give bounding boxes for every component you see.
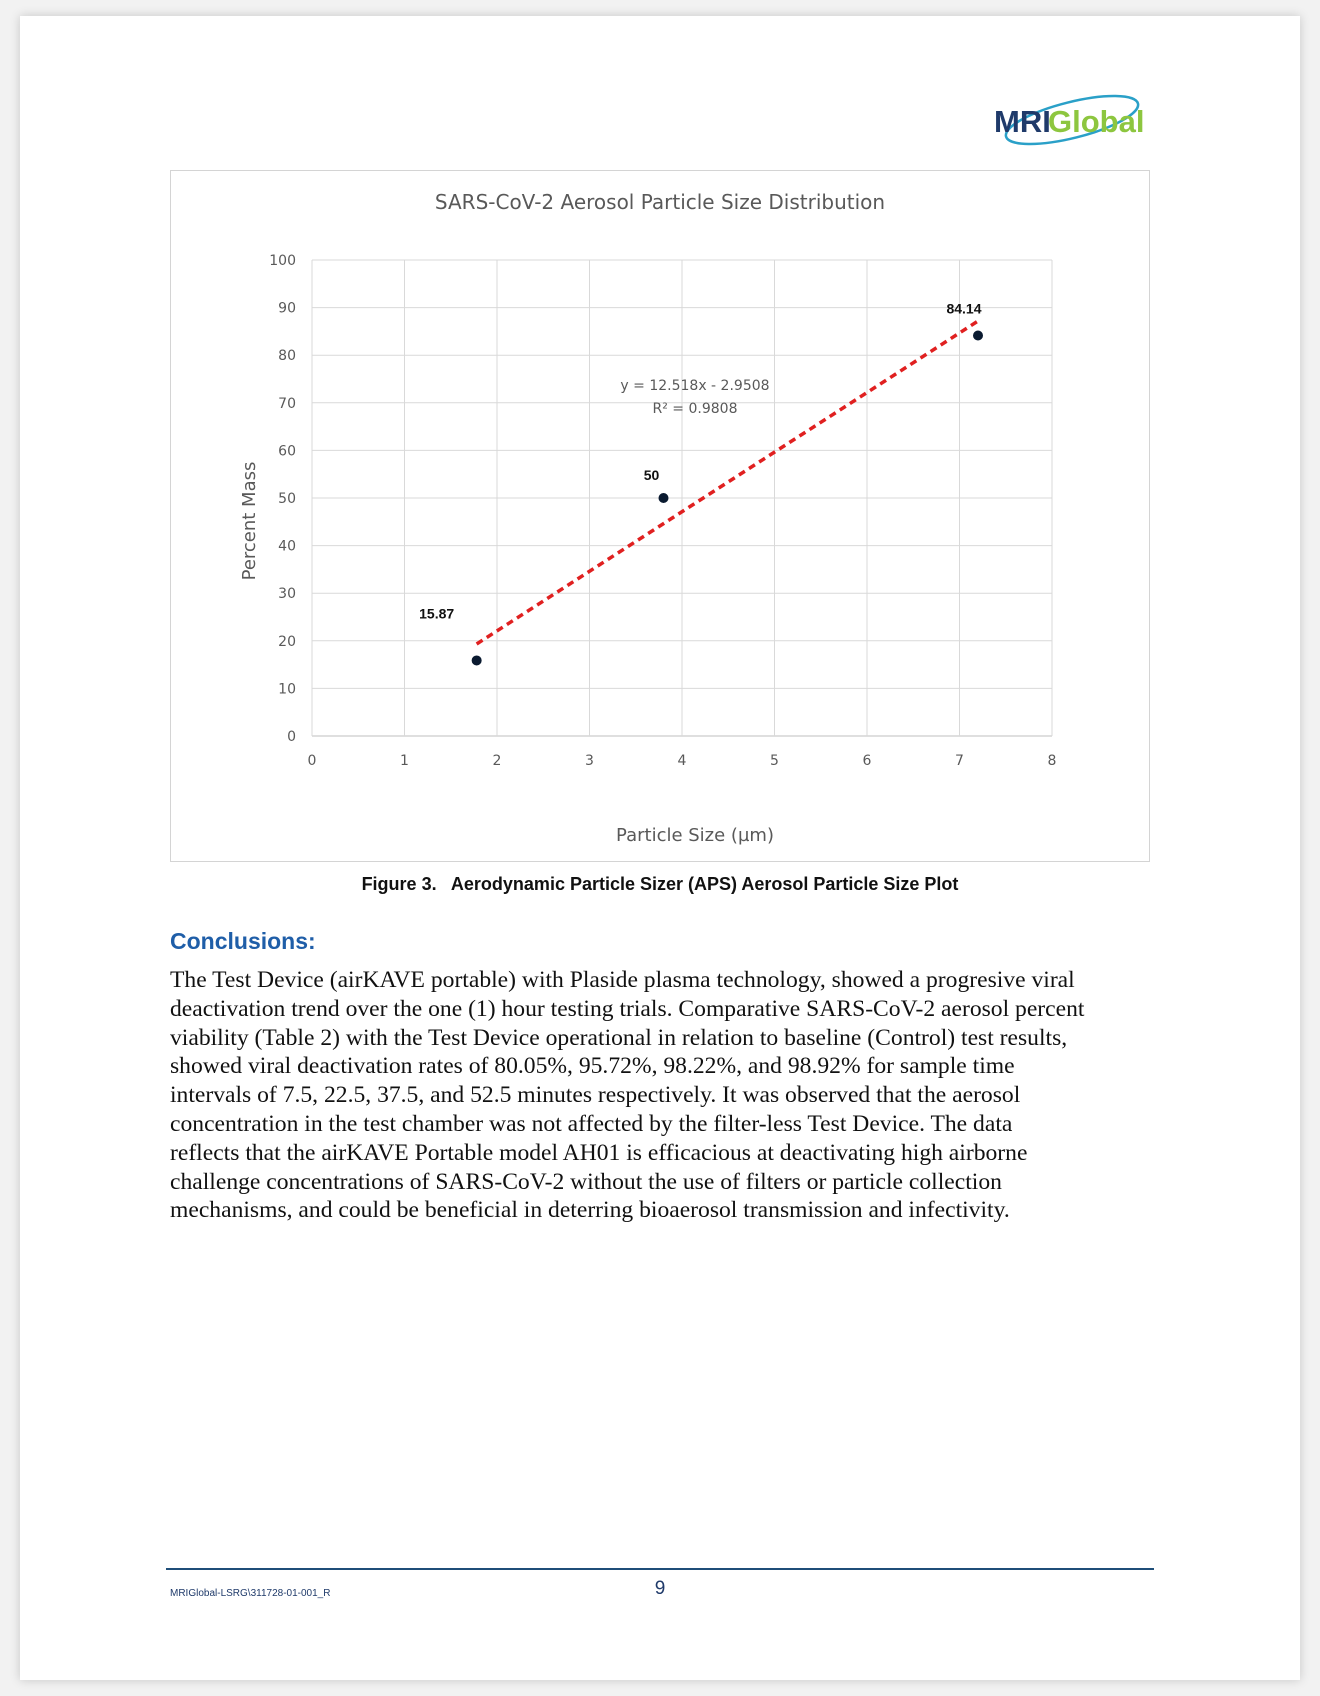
- data-label: 15.87: [419, 605, 455, 622]
- paragraph-line: deactivation trend over the one (1) hour testing trials. Comparative SARS-CoV-2 aerosol percent: [170, 995, 1085, 1022]
- paragraph-line: viability (Table 2) with the Test Device operational in relation to baseline (Control) test results,: [170, 1024, 1068, 1051]
- trendline: [477, 321, 978, 644]
- x-tick-label: 0: [307, 753, 317, 769]
- data-label: 50: [643, 467, 660, 483]
- x-tick-label: 2: [492, 753, 502, 769]
- x-tick-label: 6: [862, 753, 872, 769]
- x-tick-label: 7: [955, 753, 964, 769]
- x-tick-label: 5: [770, 753, 779, 769]
- y-tick-label: 60: [278, 443, 296, 460]
- y-tick-label: 50: [278, 491, 296, 507]
- paragraph-line: mechanisms, and could be beneficial in deterring bioaerosol transmission and infectivity.: [170, 1197, 1010, 1224]
- x-tick-label: 3: [585, 753, 594, 769]
- trendline-equation: y = 12.518x - 2.9508: [620, 378, 770, 394]
- trendline-r-squared: R² = 0.9808: [652, 401, 738, 417]
- x-axis-label: Particle Size (µm): [616, 825, 774, 846]
- document-id: MRIGlobal-LSRG\311728-01-001_R: [170, 1588, 331, 1599]
- y-tick-label: 20: [278, 633, 296, 650]
- data-point: [659, 493, 669, 503]
- conclusions-paragraph: [170, 966, 1160, 1225]
- y-tick-label: 70: [278, 395, 296, 412]
- data-label: 84.14: [946, 300, 982, 317]
- chart-frame: [170, 170, 1150, 862]
- paragraph-line: concentration in the test chamber was not affected by the filter-less Test Device. The data: [170, 1110, 1013, 1137]
- particle-size-chart: [171, 171, 1149, 861]
- x-tick-label: 1: [400, 753, 409, 769]
- y-tick-label: 40: [278, 538, 296, 555]
- page-number: 9: [654, 1578, 666, 1599]
- paragraph-line: showed viral deactivation rates of 80.05%, 95.72%, 98.22%, and 98.92% for sample time: [170, 1053, 1015, 1080]
- figure-caption: Figure 3. Aerodynamic Particle Sizer (APS) Aerosol Particle Size Plot: [361, 874, 959, 894]
- y-tick-label: 80: [278, 348, 296, 365]
- chart-title: SARS-CoV-2 Aerosol Particle Size Distribution: [434, 190, 886, 214]
- paragraph-line: reflects that the airKAVE Portable model AH01 is efficacious at deactivating high airborne: [170, 1139, 1028, 1166]
- x-tick-label: 4: [677, 753, 687, 769]
- conclusions-heading: Conclusions:: [170, 928, 316, 954]
- data-point: [472, 655, 482, 665]
- footer-rule: [166, 1568, 1154, 1570]
- y-axis-label: Percent Mass: [239, 461, 260, 581]
- mriglobal-logo: [972, 86, 1152, 156]
- logo-text-global: Global: [1048, 104, 1145, 139]
- paragraph-line: The Test Device (airKAVE portable) with Plaside plasma technology, showed a progresive viral: [170, 967, 1075, 993]
- paragraph-line: challenge concentrations of SARS-CoV-2 without the use of filters or particle collection: [170, 1168, 1002, 1195]
- x-tick-label: 8: [1047, 753, 1057, 769]
- y-tick-label: 0: [287, 729, 296, 745]
- data-point: [973, 330, 983, 340]
- y-tick-label: 90: [278, 300, 296, 317]
- paragraph-line: intervals of 7.5, 22.5, 37.5, and 52.5 minutes respectively. It was observed that the aerosol: [170, 1082, 1021, 1109]
- y-tick-label: 30: [278, 586, 296, 603]
- y-tick-label: 10: [278, 681, 296, 698]
- y-tick-label: 100: [269, 253, 296, 269]
- logo-text-mri: MRI: [994, 104, 1051, 139]
